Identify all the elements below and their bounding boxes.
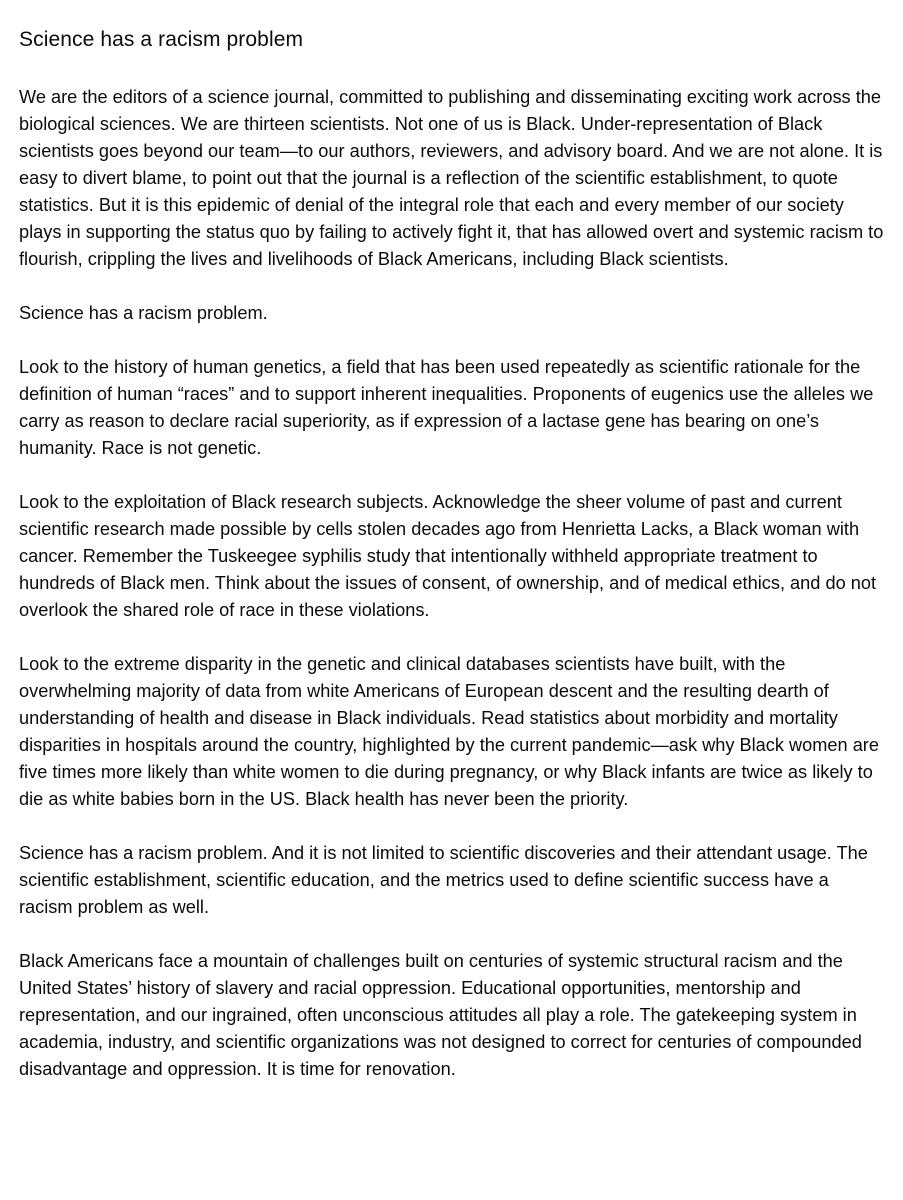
paragraph-database-disparity: Look to the extreme disparity in the genetic and clinical databases scientists have built, with the overwhelming majority of data from white Americans of European descent and the resulting dearth of understanding of health and disease in Black individuals. Read statistics about morbidity and mortality disparities in hospitals around the country, highlighted by the current pandemic—ask why Black women are five times more likely than white women to die during pregnancy, or why Black infants are twice as likely to die as white babies born in the US. Black health has never been the priority. xyxy=(19,654,879,809)
paragraph-establishment: Science has a racism problem. And it is not limited to scientific discoveries and their attendant usage. The scientific establishment, scientific education, and the metrics used to define scientific success have a racism problem as well. xyxy=(19,843,868,917)
document-title: Science has a racism problem xyxy=(19,28,304,51)
paragraph-research-subjects: Look to the exploitation of Black research subjects. Acknowledge the sheer volume of past and current scientific research made possible by cells stolen decades ago from Henrietta Lacks, a Black woman with cancer. Remember the Tuskeegee syphilis study that intentionally withheld appropriate treatment to hundreds of Black men. Think about the issues of consent, of ownership, and of medical ethics, and do not overlook the shared role of race in these violations. xyxy=(19,492,877,620)
document-page xyxy=(19,26,887,1110)
paragraph-editors-intro: We are the editors of a science journal, committed to publishing and disseminating exciting work across the biological sciences. We are thirteen scientists. Not one of us is Black. Under-representation of Black scientists goes beyond our team—to our authors, reviewers, and advisory board. And we are not alone. It is easy to divert blame, to point out that the journal is a reflection of the scientific establishment, to quote statistics. But it is this epidemic of denial of the integral role that each and every member of our society plays in supporting the status quo by failing to actively fight it, that has allowed overt and systemic racism to flourish, crippling the lives and livelihoods of Black Americans, including Black scientists. xyxy=(19,87,884,269)
paragraph-racism-statement: Science has a racism problem. xyxy=(19,303,268,323)
paragraph-human-genetics: Look to the history of human genetics, a field that has been used repeatedly as scientific rationale for the definition of human “races” and to support inherent inequalities. Proponents of eugenics use the alleles we carry as reason to declare racial superiority, as if expression of a lactase gene has bearing on one’s humanity. Race is not genetic. xyxy=(19,357,874,458)
paragraph-challenges: Black Americans face a mountain of challenges built on centuries of systemic structural racism and the United States’ history of slavery and racial oppression. Educational opportunities, mentorship and representation, and our ingrained, often unconscious attitudes all play a role. The gatekeeping system in academia, industry, and scientific organizations was not designed to correct for centuries of compounded disadvantage and oppression. It is time for renovation. xyxy=(19,951,862,1079)
